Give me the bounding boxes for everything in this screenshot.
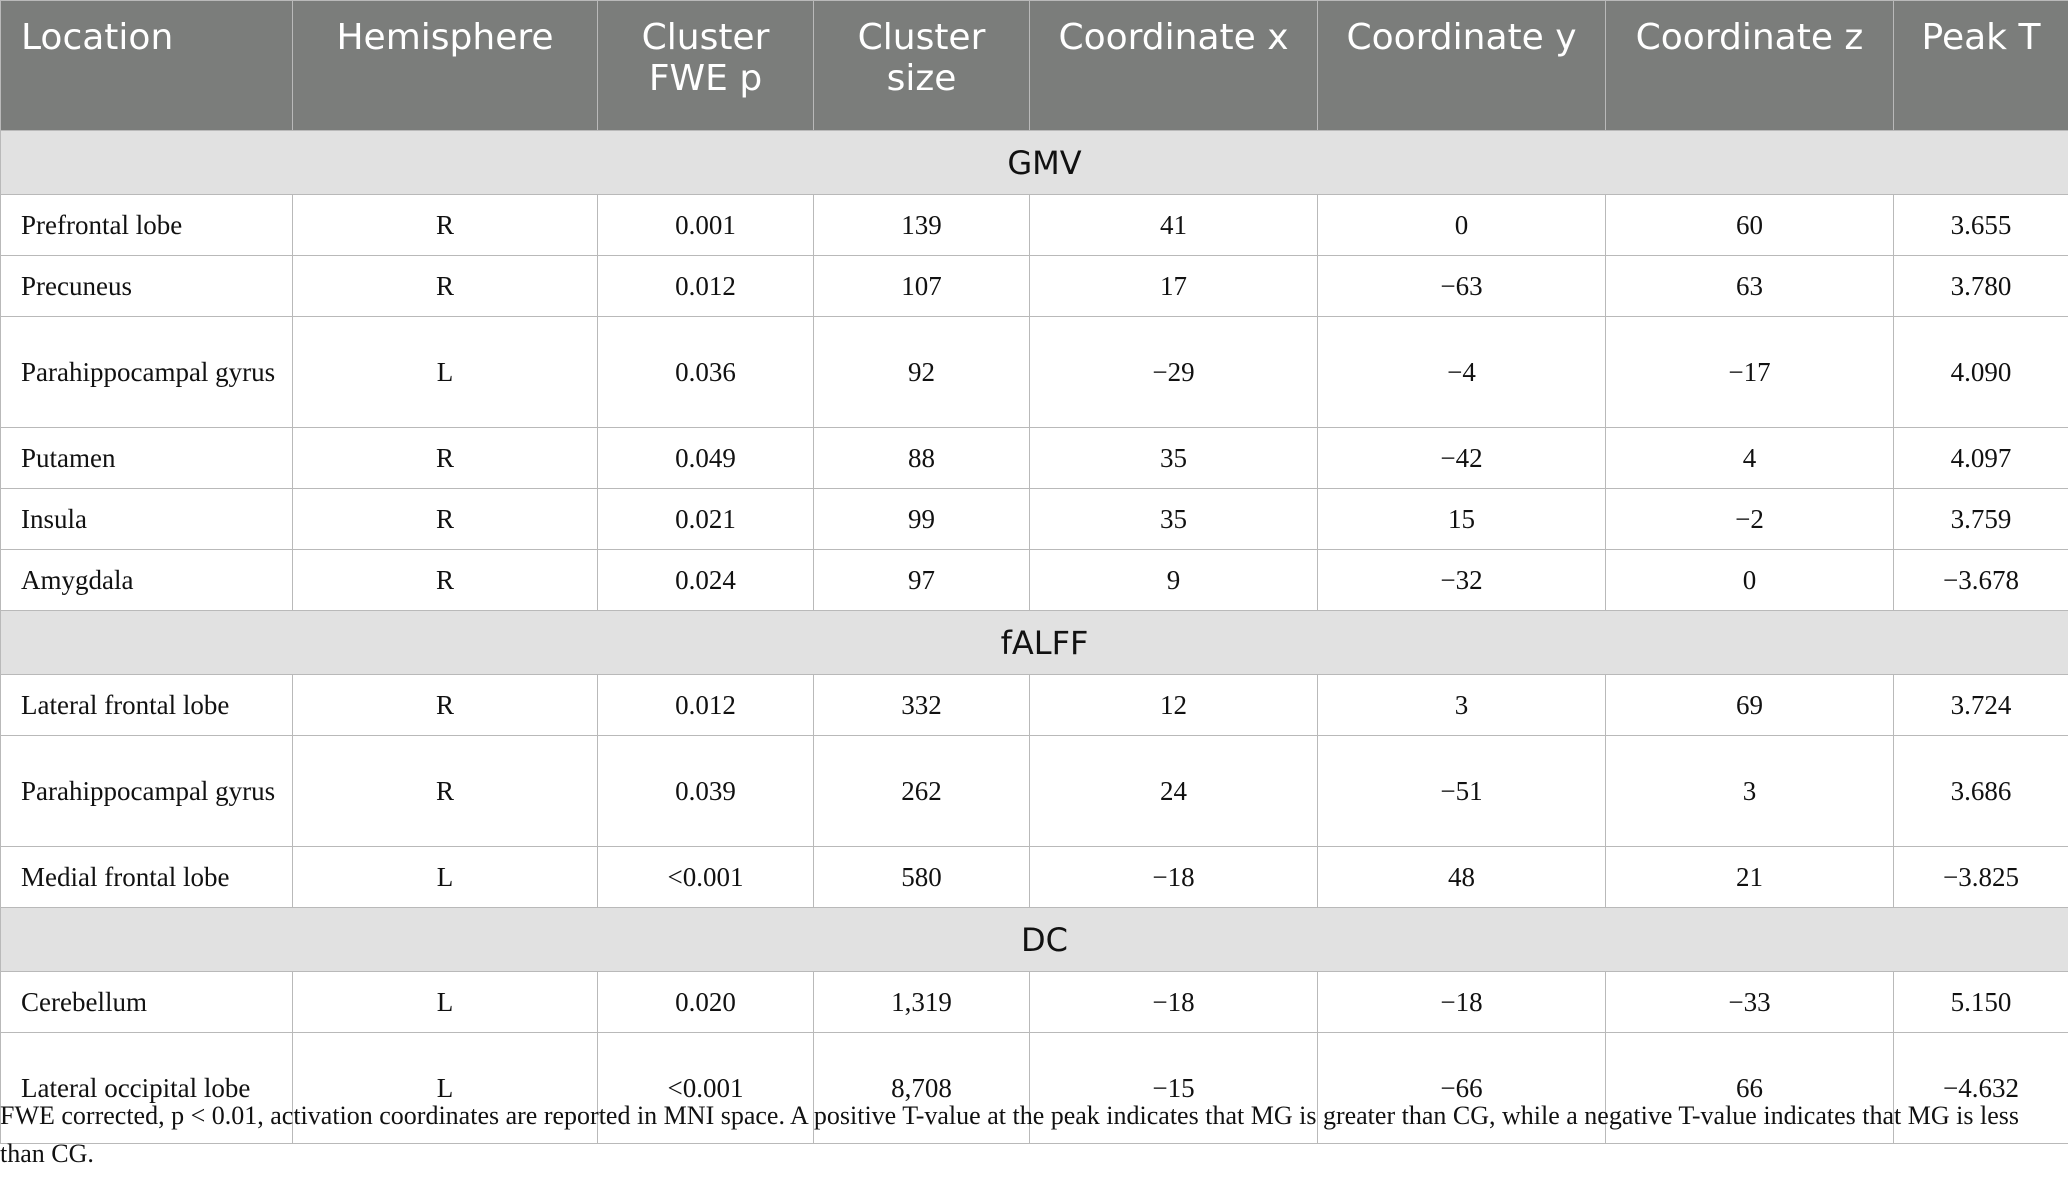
cell-cluster-size: 262: [814, 736, 1030, 847]
cell-coordinate-z: 63: [1606, 256, 1894, 317]
cell-coordinate-z: 21: [1606, 847, 1894, 908]
cell-coordinate-x: −15: [1030, 1033, 1318, 1144]
table-row: [1, 550, 2068, 611]
cell-location: Amygdala: [1, 550, 293, 611]
cell-cluster-size: 92: [814, 317, 1030, 428]
cell-coordinate-y: 3: [1318, 675, 1606, 736]
cell-peak-t: −3.825: [1894, 847, 2068, 908]
table-row: [1, 428, 2068, 489]
cell-hemisphere: R: [293, 195, 598, 256]
header-coordinate-x: Coordinate x: [1030, 1, 1318, 131]
header-cluster-size: Cluster size: [814, 1, 1030, 131]
cell-cluster-size: 97: [814, 550, 1030, 611]
cell-cluster-size: 139: [814, 195, 1030, 256]
cell-coordinate-x: 9: [1030, 550, 1318, 611]
cell-peak-t: 3.724: [1894, 675, 2068, 736]
cell-hemisphere: R: [293, 736, 598, 847]
section-row-falff: [1, 611, 2068, 675]
cell-location: Lateral occipital lobe: [1, 1033, 293, 1144]
cell-coordinate-x: 35: [1030, 489, 1318, 550]
section-row-gmv: [1, 131, 2068, 195]
cell-cluster-size: 332: [814, 675, 1030, 736]
cell-peak-t: 5.150: [1894, 972, 2068, 1033]
header-peak-t: Peak T: [1894, 1, 2068, 131]
cell-cluster-size: 1,319: [814, 972, 1030, 1033]
cell-coordinate-y: −32: [1318, 550, 1606, 611]
cell-cluster-fwe-p: 0.021: [598, 489, 814, 550]
cell-cluster-size: 8,708: [814, 1033, 1030, 1144]
cell-cluster-fwe-p: <0.001: [598, 1033, 814, 1144]
cell-coordinate-y: −63: [1318, 256, 1606, 317]
cell-location: Lateral frontal lobe: [1, 675, 293, 736]
cell-coordinate-x: 41: [1030, 195, 1318, 256]
cell-peak-t: 4.097: [1894, 428, 2068, 489]
cell-coordinate-y: 15: [1318, 489, 1606, 550]
cell-coordinate-x: 35: [1030, 428, 1318, 489]
cell-cluster-size: 88: [814, 428, 1030, 489]
header-coordinate-y: Coordinate y: [1318, 1, 1606, 131]
cell-coordinate-y: 0: [1318, 195, 1606, 256]
cell-coordinate-z: −17: [1606, 317, 1894, 428]
cell-cluster-fwe-p: 0.020: [598, 972, 814, 1033]
cell-coordinate-y: −51: [1318, 736, 1606, 847]
table-row: [1, 489, 2068, 550]
cell-cluster-fwe-p: 0.012: [598, 256, 814, 317]
cell-peak-t: 3.655: [1894, 195, 2068, 256]
cell-cluster-size: 107: [814, 256, 1030, 317]
cell-peak-t: 3.759: [1894, 489, 2068, 550]
cell-location: Cerebellum: [1, 972, 293, 1033]
cell-coordinate-x: −29: [1030, 317, 1318, 428]
cell-location: Parahippocampal gyrus: [1, 736, 293, 847]
cell-coordinate-z: 3: [1606, 736, 1894, 847]
cell-hemisphere: R: [293, 256, 598, 317]
table-row: [1, 972, 2068, 1033]
cell-peak-t: 3.686: [1894, 736, 2068, 847]
cell-cluster-fwe-p: 0.012: [598, 675, 814, 736]
cell-coordinate-y: −42: [1318, 428, 1606, 489]
table-row: [1, 256, 2068, 317]
cell-location: Precuneus: [1, 256, 293, 317]
cell-coordinate-z: −2: [1606, 489, 1894, 550]
cell-cluster-size: 580: [814, 847, 1030, 908]
table-row: [1, 675, 2068, 736]
cell-peak-t: 4.090: [1894, 317, 2068, 428]
header-location: Location: [1, 1, 293, 131]
cell-location: Putamen: [1, 428, 293, 489]
cell-coordinate-z: 0: [1606, 550, 1894, 611]
table-row: [1, 317, 2068, 428]
cell-peak-t: 3.780: [1894, 256, 2068, 317]
section-label: GMV: [1, 131, 2068, 195]
section-label: DC: [1, 908, 2068, 972]
cell-location: Prefrontal lobe: [1, 195, 293, 256]
cell-peak-t: −4.632: [1894, 1033, 2068, 1144]
header-coordinate-z: Coordinate z: [1606, 1, 1894, 131]
cell-coordinate-y: −66: [1318, 1033, 1606, 1144]
cell-coordinate-z: 66: [1606, 1033, 1894, 1144]
cell-coordinate-y: −4: [1318, 317, 1606, 428]
table-row: [1, 736, 2068, 847]
table-body: [1, 131, 2068, 1144]
cell-cluster-fwe-p: 0.024: [598, 550, 814, 611]
header-hemisphere: Hemisphere: [293, 1, 598, 131]
cell-hemisphere: R: [293, 489, 598, 550]
cell-location: Parahippocampal gyrus: [1, 317, 293, 428]
cell-cluster-fwe-p: 0.036: [598, 317, 814, 428]
table-row: [1, 847, 2068, 908]
cell-coordinate-z: −33: [1606, 972, 1894, 1033]
cell-coordinate-x: −18: [1030, 972, 1318, 1033]
cell-hemisphere: R: [293, 550, 598, 611]
cell-hemisphere: R: [293, 428, 598, 489]
cell-cluster-fwe-p: 0.001: [598, 195, 814, 256]
cell-coordinate-z: 69: [1606, 675, 1894, 736]
cell-coordinate-y: −18: [1318, 972, 1606, 1033]
cell-hemisphere: R: [293, 675, 598, 736]
cell-location: Medial frontal lobe: [1, 847, 293, 908]
table-header: [1, 1, 2068, 131]
cell-location: Insula: [1, 489, 293, 550]
cell-cluster-size: 99: [814, 489, 1030, 550]
cell-hemisphere: L: [293, 972, 598, 1033]
cell-cluster-fwe-p: <0.001: [598, 847, 814, 908]
cell-coordinate-z: 60: [1606, 195, 1894, 256]
cell-coordinate-x: −18: [1030, 847, 1318, 908]
table-row: [1, 195, 2068, 256]
table-footnote: FWE corrected, p < 0.01, activation coordinates are reported in MNI space. A positive T-value at the peak indicates that MG is greater than CG, while a negative T-value indicates that MG is less than CG.: [0, 1101, 2019, 1168]
cell-peak-t: −3.678: [1894, 550, 2068, 611]
cell-cluster-fwe-p: 0.039: [598, 736, 814, 847]
cell-coordinate-z: 4: [1606, 428, 1894, 489]
cell-cluster-fwe-p: 0.049: [598, 428, 814, 489]
cell-coordinate-x: 12: [1030, 675, 1318, 736]
header-cluster-fwe-p: Cluster FWE p: [598, 1, 814, 131]
section-row-dc: [1, 908, 2068, 972]
cell-coordinate-x: 17: [1030, 256, 1318, 317]
section-label: fALFF: [1, 611, 2068, 675]
cell-coordinate-y: 48: [1318, 847, 1606, 908]
cell-hemisphere: L: [293, 847, 598, 908]
cell-hemisphere: L: [293, 1033, 598, 1144]
cell-hemisphere: L: [293, 317, 598, 428]
cell-coordinate-x: 24: [1030, 736, 1318, 847]
